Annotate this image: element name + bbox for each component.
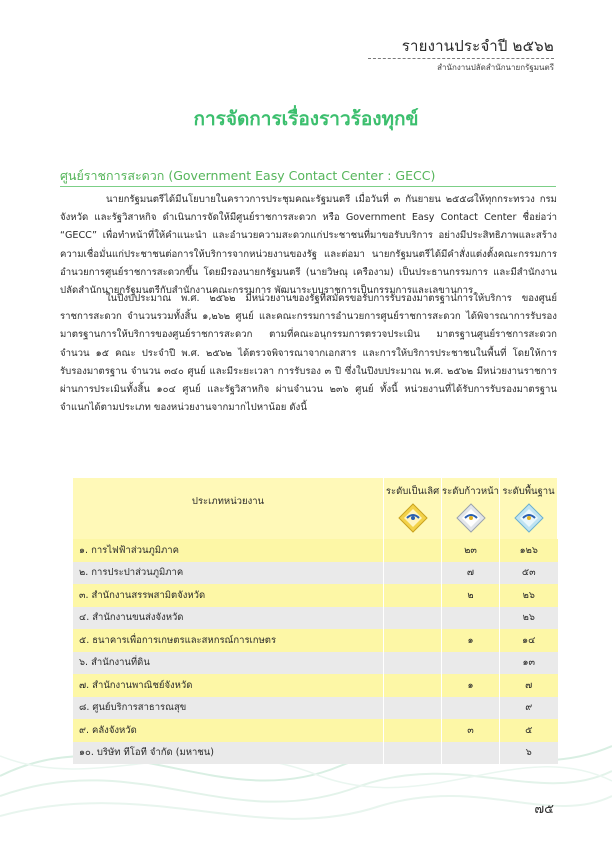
table-row (73, 584, 558, 607)
header-basic-label: ระดับพื้นฐาน (502, 486, 555, 497)
row-name: ๓. สำนักงานสรรพสามิตจังหวัด (73, 584, 384, 607)
table-row (73, 652, 558, 675)
row-basic: ๑๓ (500, 652, 558, 675)
paragraph-1-text: นายกรัฐมนตรีได้มีนโยบายในคราวการประชุมคณะรัฐมนตรี เมื่อวันที่ ๓ กันยายน ๒๕๕๘ให้ทุกกระทรวง กรม จังหวัด และรัฐวิสาหกิจ ดำเนินการจัดให้มีศูนย์ราชการสะดวก หรือ Government Easy Contact Center ชื่อย่อว่า “GECC” เพื่อทำหน้าที่ให้คำแนะนำ และอำนวยความสะดวกแก่ประชาชนที่มาขอรับบริการ อย่างมีประสิทธิภาพและสร้างความเชื่อมั่นแก่ประชาชนต่อการให้บริการจากหน่วยงานของรัฐ และต่อมา นายกรัฐมนตรีได้มีคำสั่งแต่งตั้งคณะกรรมการอำนวยการศูนย์ราชการสะดวกขึ้น โดยมีรองนายกรัฐมนตรี (นายวิษณุ เครืองาม) เป็นประธานกรรมการ และมีสำนักงานปลัดสำนักนายกรัฐมนตรีกับสำนักงานคณะกรรมการ พัฒนาระบบราชการเป็นกรรมการและเลขานุการ (60, 194, 557, 297)
row-advanced: ๓ (442, 719, 500, 742)
page-header (402, 34, 554, 74)
row-name: ๒. การประปาส่วนภูมิภาค (73, 562, 384, 585)
row-advanced: ๑ (442, 674, 500, 697)
report-title: รายงานประจำปี ๒๕๖๒ (401, 37, 554, 55)
gecc-blue-badge-icon (514, 503, 544, 533)
gecc-table (73, 478, 558, 764)
row-excellent (384, 719, 442, 742)
header-divider (368, 58, 554, 59)
row-excellent (384, 697, 442, 720)
agency-name: สำนักงานปลัดสำนักนายกรัฐมนตรี (437, 63, 554, 72)
header-excellent (384, 478, 442, 539)
row-advanced: ๑ (442, 629, 500, 652)
row-basic: ๗ (500, 674, 558, 697)
row-name: ๑๐. บริษัท ทีโอที จำกัด (มหาชน) (73, 742, 384, 765)
row-basic: ๙ (500, 697, 558, 720)
row-name: ๕. ธนาคารเพื่อการเกษตรและสหกรณ์การเกษตร (73, 629, 384, 652)
row-excellent (384, 562, 442, 585)
row-name: ๙. คลังจังหวัด (73, 719, 384, 742)
section-divider (60, 186, 556, 187)
paragraph-2-text: ในปีงบประมาณ พ.ศ. ๒๕๖๒ มีหน่วยงานของรัฐที่สมัครขอรับการรับรองมาตรฐานการให้บริการ ของศูนย์ราชการสะดวก จำนวนรวมทั้งสิ้น ๑,๒๖๒ ศูนย์ และคณะกรรมการอำนวยการศูนย์ราชการสะดวก ได้พิจารณาการรับรองมาตรฐานการให้บริการของศูนย์ราชการสะดวก ตามที่คณะอนุกรรมการตรวจประเมิน มาตรฐานศูนย์ราชการสะดวก จำนวน ๑๕ คณะ ประจำปี พ.ศ. ๒๕๖๒ ได้ตรวจพิจารณาจากเอกสาร และการให้บริการประชาชนในพื้นที่ โดยให้การรับรองมาตรฐาน จำนวน ๓๔๐ ศูนย์ และมีระยะเวลา การรับรอง ๓ ปี ซึ่งในปีงบประมาณ พ.ศ. ๒๕๖๒ มีหน่วยงานราชการผ่านการประเมินทั้งสิ้น ๑๐๔ ศูนย์ และรัฐวิสาหกิจ ผ่านจำนวน ๒๓๖ ศูนย์ ทั้งนี้ หน่วยงานที่ได้รับการรับรองมาตรฐานจำแนกได้ตามประเภท ของหน่วยงานจากมากไปหาน้อย ดังนี้ (60, 293, 557, 414)
row-basic: ๒๖ (500, 584, 558, 607)
row-basic: ๕ (500, 719, 558, 742)
row-advanced (442, 652, 500, 675)
header-type: ประเภทหน่วยงาน (73, 478, 384, 539)
row-excellent (384, 584, 442, 607)
table-row (73, 742, 558, 765)
table-row (73, 539, 558, 562)
row-name: ๗. สำนักงานพาณิชย์จังหวัด (73, 674, 384, 697)
row-basic: ๕๓ (500, 562, 558, 585)
row-excellent (384, 742, 442, 765)
gecc-gold-badge-icon (398, 503, 428, 533)
section-heading: ศูนย์ราชการสะดวก (Government Easy Contact Center : GECC) (60, 168, 436, 183)
header-excellent-label: ระดับเป็นเลิศ (385, 486, 440, 497)
row-advanced: ๒ (442, 584, 500, 607)
row-advanced: ๒๓ (442, 539, 500, 562)
row-advanced (442, 742, 500, 765)
table-row (73, 674, 558, 697)
page-title: การจัดการเรื่องราวร้องทุกข์ (193, 108, 419, 130)
row-excellent (384, 539, 442, 562)
row-name: ๑. การไฟฟ้าส่วนภูมิภาค (73, 539, 384, 562)
table-header-row (73, 478, 558, 539)
table-row (73, 719, 558, 742)
row-name: ๘. ศูนย์บริการสาธารณสุข (73, 697, 384, 720)
row-basic: ๑๒๖ (500, 539, 558, 562)
row-name: ๔. สำนักงานขนส่งจังหวัด (73, 607, 384, 630)
row-advanced: ๗ (442, 562, 500, 585)
row-advanced (442, 607, 500, 630)
table-row (73, 629, 558, 652)
header-advanced-label: ระดับก้าวหน้า (442, 486, 499, 497)
paragraph-1 (60, 191, 557, 300)
row-excellent (384, 629, 442, 652)
row-excellent (384, 652, 442, 675)
row-name: ๖. สำนักงานที่ดิน (73, 652, 384, 675)
table-row (73, 697, 558, 720)
row-basic: ๖ (500, 742, 558, 765)
row-advanced (442, 697, 500, 720)
table-body (73, 539, 558, 764)
row-basic: ๒๖ (500, 607, 558, 630)
paragraph-2 (60, 290, 557, 417)
page-number: ๗๕ (534, 802, 554, 817)
header-advanced (442, 478, 500, 539)
row-basic: ๑๔ (500, 629, 558, 652)
row-excellent (384, 674, 442, 697)
header-basic (500, 478, 558, 539)
row-excellent (384, 607, 442, 630)
table-row (73, 607, 558, 630)
table-row (73, 562, 558, 585)
gecc-silver-badge-icon (456, 503, 486, 533)
